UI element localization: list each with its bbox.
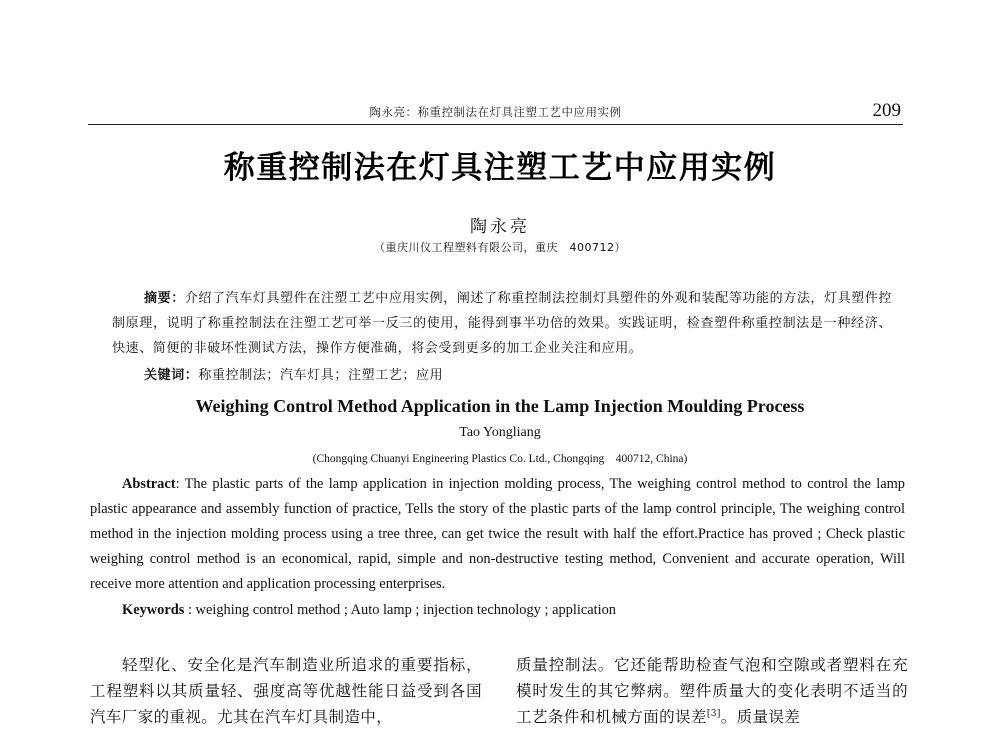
body-right-text-end: 。质量误差: [720, 708, 801, 726]
reference-mark: [3]: [706, 709, 721, 719]
keywords-en-label: Keywords: [122, 602, 185, 618]
abstract-cn: [112, 286, 892, 361]
abstract-en-text: : The plastic parts of the lamp application in injection molding process, The weighing control method to control the lamp plastic appearance and assembly function of practice, Tells the story of the plastic parts of the lamp control principle, The weighing control method in the injection molding process using a tree three, can get twice the result with half the effort.Practice has proved ; Check plastic weighing control method is an economical, rapid, simple and non-destructive testing method, Convenient and accurate operation, Will receive more attention and application processing enterprises.: [90, 476, 905, 592]
body-right-text: 质量控制法。它还能帮助检查气泡和空隙或者塑料在充模时发生的其它弊病。塑件质量大的变化表明不适当的工艺条件和机械方面的误差: [516, 656, 908, 726]
keywords-cn: [144, 364, 892, 383]
keywords-en: [122, 602, 902, 619]
author-name-cn: 陶永亮: [470, 217, 530, 237]
article-title-cn: 称重控制法在灯具注塑工艺中应用实例: [223, 150, 777, 186]
keywords-cn-label: 关键词：: [144, 368, 199, 383]
running-header-title: 陶永亮：称重控制法在灯具注塑工艺中应用实例: [369, 105, 622, 119]
abstract-cn-text: 介绍了汽车灯具塑件在注塑工艺中应用实例，阐述了称重控制法控制灯具塑件的外观和装配等功能的方法，灯具塑件控制原理，说明了称重控制法在注塑工艺可举一反三的使用，能得到事半功倍的效果。实践证明，检查塑件称重控制法是一种经济、快速、简便的非破坏性测试方法，操作方便准确，将会受到更多的加工企业关注和应用。: [112, 291, 893, 356]
abstract-cn-label: 摘要：: [144, 291, 185, 306]
abstract-en: [90, 472, 905, 597]
author-affiliation-en: (Chongqing Chuanyi Engineering Plastics Co. Ltd., Chongqing 400712, China): [312, 453, 688, 465]
keywords-en-text: : weighing control method ; Auto lamp ; injection technology ; application: [184, 602, 617, 618]
running-header: [88, 100, 903, 125]
article-title-en: Weighing Control Method Application in the Lamp Injection Moulding Process: [195, 396, 805, 416]
abstract-en-label: Abstract: [122, 476, 176, 492]
page-number: 209: [872, 100, 901, 121]
keywords-cn-text: 称重控制法；汽车灯具；注塑工艺；应用: [198, 368, 444, 383]
body-right-column: [516, 652, 908, 730]
body-left-column: 轻型化、安全化是汽车制造业所追求的重要指标，工程塑料以其质量轻、强度高等优越性能日益受到各国汽车厂家的重视。尤其在汽车灯具制造中，: [90, 656, 482, 726]
author-name-en: Tao Yongliang: [459, 425, 541, 440]
author-affiliation-cn: （重庆川仪工程塑料有限公司，重庆 400712）: [374, 241, 626, 254]
